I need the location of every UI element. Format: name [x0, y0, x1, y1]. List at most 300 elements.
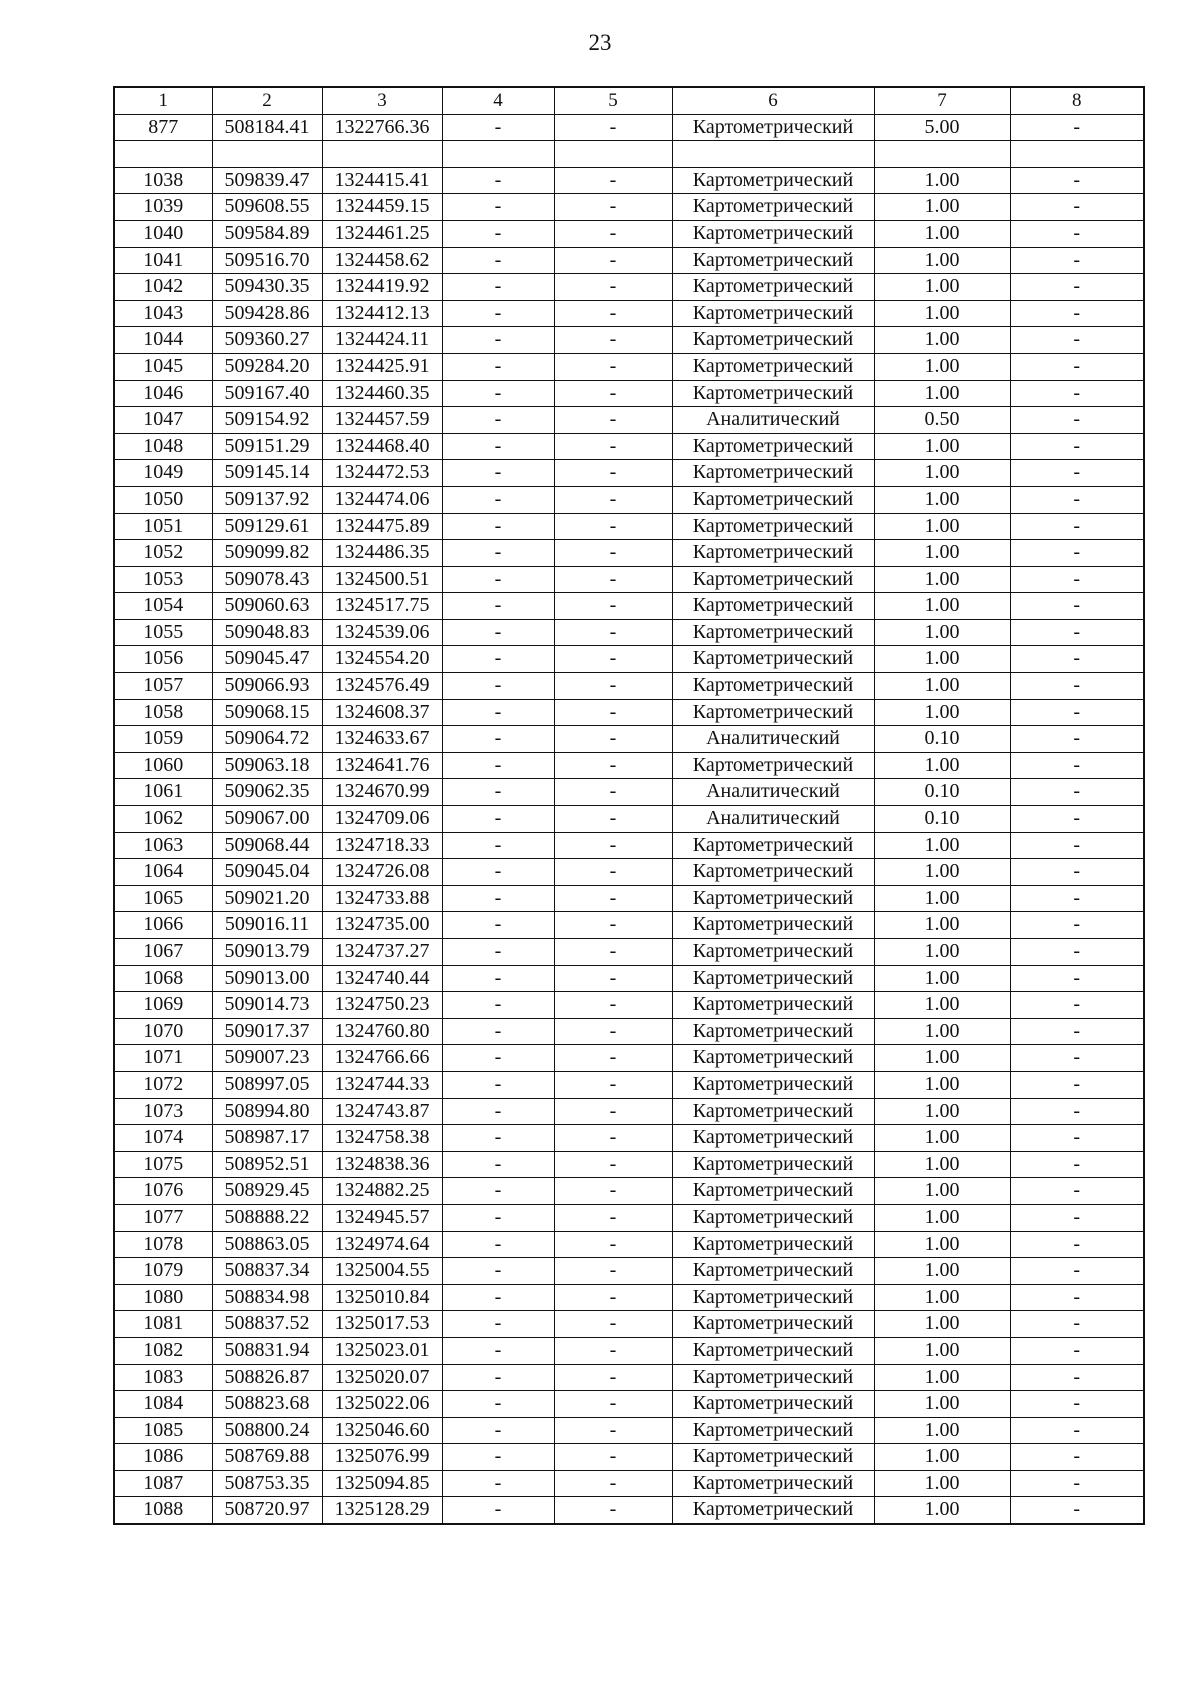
method-cell: Картометрический [672, 1497, 874, 1524]
method-cell: Картометрический [672, 1151, 874, 1178]
accuracy-cell: 0.50 [874, 407, 1010, 434]
col4-cell: - [442, 220, 554, 247]
y-coordinate-cell: 1324733.88 [322, 885, 442, 912]
col4-cell: - [442, 1258, 554, 1285]
y-coordinate-cell: 1324641.76 [322, 752, 442, 779]
table-row [114, 433, 1144, 460]
col8-cell: - [1010, 1204, 1144, 1231]
y-coordinate-cell: 1324459.15 [322, 194, 442, 221]
table-row [114, 353, 1144, 380]
col5-cell: - [554, 885, 672, 912]
x-coordinate-cell: 508952.51 [212, 1151, 322, 1178]
method-cell: Картометрический [672, 1018, 874, 1045]
accuracy-cell: 1.00 [874, 1204, 1010, 1231]
table-row [114, 1204, 1144, 1231]
col4-cell: - [442, 167, 554, 194]
col8-cell: - [1010, 194, 1144, 221]
method-cell: Картометрический [672, 1231, 874, 1258]
col8-cell: - [1010, 1311, 1144, 1338]
point-number-cell: 1062 [114, 806, 212, 833]
point-number-cell: 1057 [114, 673, 212, 700]
table-row [114, 1444, 1144, 1471]
point-number-cell: 1074 [114, 1125, 212, 1152]
table-row [114, 1417, 1144, 1444]
table-row [114, 1045, 1144, 1072]
col8-cell: - [1010, 1125, 1144, 1152]
x-coordinate-cell: 509584.89 [212, 220, 322, 247]
col5-cell: - [554, 1178, 672, 1205]
y-coordinate-cell: 1325128.29 [322, 1497, 442, 1524]
table-header-row [114, 87, 1144, 114]
method-cell: Картометрический [672, 1045, 874, 1072]
y-coordinate-cell: 1324460.35 [322, 380, 442, 407]
col5-cell: - [554, 965, 672, 992]
accuracy-cell: 1.00 [874, 939, 1010, 966]
x-coordinate-cell: 508831.94 [212, 1337, 322, 1364]
col8-cell: - [1010, 779, 1144, 806]
col5-cell: - [554, 806, 672, 833]
col8-cell: - [1010, 992, 1144, 1019]
x-coordinate-cell: 509430.35 [212, 274, 322, 301]
col8-cell: - [1010, 1258, 1144, 1285]
col5-cell: - [554, 566, 672, 593]
col5-cell: - [554, 247, 672, 274]
col8-cell: - [1010, 1444, 1144, 1471]
col8-cell: - [1010, 407, 1144, 434]
table-row [114, 885, 1144, 912]
col5-cell: - [554, 460, 672, 487]
col8-cell: - [1010, 673, 1144, 700]
method-cell: Картометрический [672, 1444, 874, 1471]
method-cell: Картометрический [672, 939, 874, 966]
method-cell: Картометрический [672, 859, 874, 886]
col4-cell: - [442, 1071, 554, 1098]
x-coordinate-cell [212, 141, 322, 168]
point-number-cell [114, 141, 212, 168]
column-header: 6 [672, 87, 874, 114]
accuracy-cell: 1.00 [874, 646, 1010, 673]
table-row [114, 1284, 1144, 1311]
point-number-cell: 1051 [114, 513, 212, 540]
accuracy-cell: 1.00 [874, 1098, 1010, 1125]
x-coordinate-cell: 509045.04 [212, 859, 322, 886]
accuracy-cell: 1.00 [874, 752, 1010, 779]
col4-cell: - [442, 380, 554, 407]
x-coordinate-cell: 508184.41 [212, 114, 322, 141]
col5-cell: - [554, 486, 672, 513]
y-coordinate-cell: 1325017.53 [322, 1311, 442, 1338]
col4-cell: - [442, 1204, 554, 1231]
accuracy-cell: 1.00 [874, 274, 1010, 301]
point-number-cell: 1045 [114, 353, 212, 380]
col4-cell: - [442, 407, 554, 434]
y-coordinate-cell: 1324726.08 [322, 859, 442, 886]
col8-cell: - [1010, 486, 1144, 513]
method-cell [672, 141, 874, 168]
col4-cell: - [442, 1391, 554, 1418]
accuracy-cell: 1.00 [874, 912, 1010, 939]
table-row [114, 114, 1144, 141]
x-coordinate-cell: 509048.83 [212, 619, 322, 646]
x-coordinate-cell: 509064.72 [212, 726, 322, 753]
x-coordinate-cell: 509137.92 [212, 486, 322, 513]
x-coordinate-cell: 509014.73 [212, 992, 322, 1019]
point-number-cell: 1049 [114, 460, 212, 487]
col4-cell: - [442, 114, 554, 141]
accuracy-cell: 1.00 [874, 1337, 1010, 1364]
point-number-cell: 1069 [114, 992, 212, 1019]
col4-cell: - [442, 752, 554, 779]
table-row [114, 646, 1144, 673]
col5-cell: - [554, 912, 672, 939]
accuracy-cell: 1.00 [874, 1125, 1010, 1152]
y-coordinate-cell: 1324419.92 [322, 274, 442, 301]
point-number-cell: 1075 [114, 1151, 212, 1178]
col8-cell: - [1010, 1231, 1144, 1258]
method-cell: Картометрический [672, 327, 874, 354]
accuracy-cell: 1.00 [874, 593, 1010, 620]
y-coordinate-cell: 1324415.41 [322, 167, 442, 194]
accuracy-cell: 0.10 [874, 806, 1010, 833]
table-row [114, 1098, 1144, 1125]
method-cell: Аналитический [672, 806, 874, 833]
y-coordinate-cell: 1324554.20 [322, 646, 442, 673]
col4-cell: - [442, 460, 554, 487]
x-coordinate-cell: 509066.93 [212, 673, 322, 700]
y-coordinate-cell: 1324633.67 [322, 726, 442, 753]
point-number-cell: 1048 [114, 433, 212, 460]
y-coordinate-cell: 1325076.99 [322, 1444, 442, 1471]
x-coordinate-cell: 509068.15 [212, 699, 322, 726]
col5-cell: - [554, 726, 672, 753]
y-coordinate-cell: 1324740.44 [322, 965, 442, 992]
table-row [114, 726, 1144, 753]
column-header: 5 [554, 87, 672, 114]
col4-cell: - [442, 1231, 554, 1258]
col8-cell: - [1010, 619, 1144, 646]
table-row [114, 486, 1144, 513]
method-cell: Картометрический [672, 885, 874, 912]
y-coordinate-cell: 1324425.91 [322, 353, 442, 380]
y-coordinate-cell: 1324517.75 [322, 593, 442, 620]
col4-cell: - [442, 1337, 554, 1364]
col8-cell: - [1010, 1151, 1144, 1178]
col8-cell: - [1010, 1391, 1144, 1418]
col4-cell: - [442, 726, 554, 753]
point-number-cell: 1085 [114, 1417, 212, 1444]
accuracy-cell: 5.00 [874, 114, 1010, 141]
table-row [114, 460, 1144, 487]
col4-cell: - [442, 1311, 554, 1338]
point-number-cell: 1050 [114, 486, 212, 513]
col8-cell: - [1010, 859, 1144, 886]
x-coordinate-cell: 508929.45 [212, 1178, 322, 1205]
col4-cell: - [442, 646, 554, 673]
method-cell: Картометрический [672, 566, 874, 593]
page-number: 23 [588, 30, 612, 55]
accuracy-cell: 1.00 [874, 380, 1010, 407]
col8-cell: - [1010, 300, 1144, 327]
col5-cell: - [554, 619, 672, 646]
method-cell: Картометрический [672, 460, 874, 487]
accuracy-cell: 0.10 [874, 726, 1010, 753]
point-number-cell: 1063 [114, 832, 212, 859]
col4-cell: - [442, 540, 554, 567]
method-cell: Картометрический [672, 220, 874, 247]
method-cell: Картометрический [672, 380, 874, 407]
y-coordinate-cell: 1324735.00 [322, 912, 442, 939]
y-coordinate-cell: 1325020.07 [322, 1364, 442, 1391]
table-row [114, 566, 1144, 593]
col8-cell: - [1010, 646, 1144, 673]
accuracy-cell: 1.00 [874, 540, 1010, 567]
col5-cell: - [554, 992, 672, 1019]
x-coordinate-cell: 508823.68 [212, 1391, 322, 1418]
col5-cell: - [554, 1417, 672, 1444]
accuracy-cell: 1.00 [874, 1364, 1010, 1391]
point-number-cell: 1046 [114, 380, 212, 407]
point-number-cell: 1053 [114, 566, 212, 593]
col8-cell: - [1010, 247, 1144, 274]
point-number-cell: 1064 [114, 859, 212, 886]
col4-cell: - [442, 939, 554, 966]
col5-cell: - [554, 167, 672, 194]
x-coordinate-cell: 509360.27 [212, 327, 322, 354]
method-cell: Картометрический [672, 167, 874, 194]
column-header: 3 [322, 87, 442, 114]
col5-cell: - [554, 1470, 672, 1497]
col4-cell: - [442, 1444, 554, 1471]
table-row [114, 513, 1144, 540]
x-coordinate-cell: 508987.17 [212, 1125, 322, 1152]
y-coordinate-cell: 1325094.85 [322, 1470, 442, 1497]
table-row [114, 380, 1144, 407]
method-cell: Картометрический [672, 1204, 874, 1231]
accuracy-cell: 1.00 [874, 1417, 1010, 1444]
method-cell: Картометрический [672, 646, 874, 673]
col5-cell: - [554, 1151, 672, 1178]
method-cell: Картометрический [672, 1284, 874, 1311]
accuracy-cell: 1.00 [874, 699, 1010, 726]
x-coordinate-cell: 508720.97 [212, 1497, 322, 1524]
col8-cell: - [1010, 1098, 1144, 1125]
point-number-cell: 1073 [114, 1098, 212, 1125]
table-row [114, 965, 1144, 992]
point-number-cell: 1039 [114, 194, 212, 221]
point-number-cell: 1077 [114, 1204, 212, 1231]
point-number-cell: 1061 [114, 779, 212, 806]
accuracy-cell: 1.00 [874, 1231, 1010, 1258]
col8-cell: - [1010, 939, 1144, 966]
col4-cell: - [442, 1151, 554, 1178]
method-cell: Картометрический [672, 965, 874, 992]
table-row [114, 1311, 1144, 1338]
method-cell: Картометрический [672, 353, 874, 380]
point-number-cell: 1042 [114, 274, 212, 301]
col4-cell: - [442, 353, 554, 380]
accuracy-cell: 1.00 [874, 1151, 1010, 1178]
col4-cell: - [442, 779, 554, 806]
table-row [114, 407, 1144, 434]
point-number-cell: 1080 [114, 1284, 212, 1311]
col5-cell: - [554, 1284, 672, 1311]
col8-cell: - [1010, 832, 1144, 859]
accuracy-cell: 1.00 [874, 1258, 1010, 1285]
col8-cell: - [1010, 1337, 1144, 1364]
col5-cell: - [554, 327, 672, 354]
method-cell: Картометрический [672, 1417, 874, 1444]
y-coordinate-cell: 1325046.60 [322, 1417, 442, 1444]
col8-cell: - [1010, 912, 1144, 939]
point-number-cell: 1038 [114, 167, 212, 194]
col8-cell: - [1010, 220, 1144, 247]
table-row [114, 699, 1144, 726]
col4-cell: - [442, 806, 554, 833]
table-body [114, 114, 1144, 1524]
col5-cell: - [554, 1337, 672, 1364]
col4-cell: - [442, 274, 554, 301]
col5-cell: - [554, 1311, 672, 1338]
accuracy-cell: 1.00 [874, 1284, 1010, 1311]
col8-cell: - [1010, 965, 1144, 992]
col4-cell: - [442, 566, 554, 593]
table-row [114, 1337, 1144, 1364]
method-cell: Картометрический [672, 1258, 874, 1285]
accuracy-cell: 1.00 [874, 619, 1010, 646]
table-row [114, 327, 1144, 354]
col5-cell: - [554, 220, 672, 247]
method-cell: Картометрический [672, 1098, 874, 1125]
x-coordinate-cell: 508826.87 [212, 1364, 322, 1391]
method-cell: Картометрический [672, 1391, 874, 1418]
point-number-cell: 1082 [114, 1337, 212, 1364]
y-coordinate-cell: 1325023.01 [322, 1337, 442, 1364]
method-cell: Картометрический [672, 832, 874, 859]
col4-cell [442, 141, 554, 168]
method-cell: Картометрический [672, 1178, 874, 1205]
table-row [114, 300, 1144, 327]
x-coordinate-cell: 509099.82 [212, 540, 322, 567]
method-cell: Картометрический [672, 1337, 874, 1364]
col4-cell: - [442, 300, 554, 327]
x-coordinate-cell: 508800.24 [212, 1417, 322, 1444]
point-number-cell: 1066 [114, 912, 212, 939]
accuracy-cell: 1.00 [874, 460, 1010, 487]
table-row [114, 1125, 1144, 1152]
method-cell: Картометрический [672, 699, 874, 726]
col8-cell: - [1010, 752, 1144, 779]
x-coordinate-cell: 509017.37 [212, 1018, 322, 1045]
accuracy-cell: 1.00 [874, 1311, 1010, 1338]
point-number-cell: 1083 [114, 1364, 212, 1391]
col5-cell: - [554, 1098, 672, 1125]
method-cell: Картометрический [672, 247, 874, 274]
method-cell: Картометрический [672, 1311, 874, 1338]
point-number-cell: 1081 [114, 1311, 212, 1338]
table-row [114, 1470, 1144, 1497]
accuracy-cell: 1.00 [874, 486, 1010, 513]
accuracy-cell: 1.00 [874, 433, 1010, 460]
y-coordinate-cell: 1324670.99 [322, 779, 442, 806]
col5-cell: - [554, 1444, 672, 1471]
method-cell: Аналитический [672, 779, 874, 806]
col4-cell: - [442, 1470, 554, 1497]
x-coordinate-cell: 509007.23 [212, 1045, 322, 1072]
col8-cell: - [1010, 1284, 1144, 1311]
col5-cell: - [554, 1018, 672, 1045]
col5-cell [554, 141, 672, 168]
accuracy-cell: 0.10 [874, 779, 1010, 806]
y-coordinate-cell: 1324709.06 [322, 806, 442, 833]
y-coordinate-cell: 1325022.06 [322, 1391, 442, 1418]
x-coordinate-cell: 509060.63 [212, 593, 322, 620]
col8-cell: - [1010, 1178, 1144, 1205]
point-number-cell: 1068 [114, 965, 212, 992]
point-number-cell: 1072 [114, 1071, 212, 1098]
col5-cell: - [554, 832, 672, 859]
method-cell: Картометрический [672, 194, 874, 221]
accuracy-cell: 1.00 [874, 220, 1010, 247]
y-coordinate-cell: 1324945.57 [322, 1204, 442, 1231]
y-coordinate-cell [322, 141, 442, 168]
table-row [114, 1071, 1144, 1098]
y-coordinate-cell: 1325004.55 [322, 1258, 442, 1285]
table-row [114, 194, 1144, 221]
col8-cell: - [1010, 1470, 1144, 1497]
col8-cell: - [1010, 1364, 1144, 1391]
table-row [114, 1231, 1144, 1258]
table-row [114, 992, 1144, 1019]
col5-cell: - [554, 1204, 672, 1231]
col5-cell: - [554, 593, 672, 620]
col5-cell: - [554, 939, 672, 966]
col4-cell: - [442, 1497, 554, 1524]
x-coordinate-cell: 509284.20 [212, 353, 322, 380]
col4-cell: - [442, 1018, 554, 1045]
col4-cell: - [442, 832, 554, 859]
x-coordinate-cell: 509516.70 [212, 247, 322, 274]
col5-cell: - [554, 1045, 672, 1072]
y-coordinate-cell: 1324412.13 [322, 300, 442, 327]
coordinates-table [113, 86, 1145, 1525]
col4-cell: - [442, 1045, 554, 1072]
col4-cell: - [442, 486, 554, 513]
y-coordinate-cell: 1324576.49 [322, 673, 442, 700]
table-row [114, 619, 1144, 646]
col4-cell: - [442, 433, 554, 460]
col4-cell: - [442, 194, 554, 221]
accuracy-cell: 1.00 [874, 1391, 1010, 1418]
table-row [114, 593, 1144, 620]
col8-cell: - [1010, 566, 1144, 593]
col4-cell: - [442, 1284, 554, 1311]
col8-cell: - [1010, 699, 1144, 726]
col4-cell: - [442, 247, 554, 274]
y-coordinate-cell: 1324474.06 [322, 486, 442, 513]
accuracy-cell: 1.00 [874, 194, 1010, 221]
accuracy-cell [874, 141, 1010, 168]
point-number-cell: 1040 [114, 220, 212, 247]
method-cell: Картометрический [672, 752, 874, 779]
method-cell: Картометрический [672, 540, 874, 567]
point-number-cell: 1067 [114, 939, 212, 966]
y-coordinate-cell: 1324486.35 [322, 540, 442, 567]
table-row [114, 540, 1144, 567]
method-cell: Картометрический [672, 1071, 874, 1098]
x-coordinate-cell: 508997.05 [212, 1071, 322, 1098]
y-coordinate-cell: 1324744.33 [322, 1071, 442, 1098]
method-cell: Аналитический [672, 407, 874, 434]
